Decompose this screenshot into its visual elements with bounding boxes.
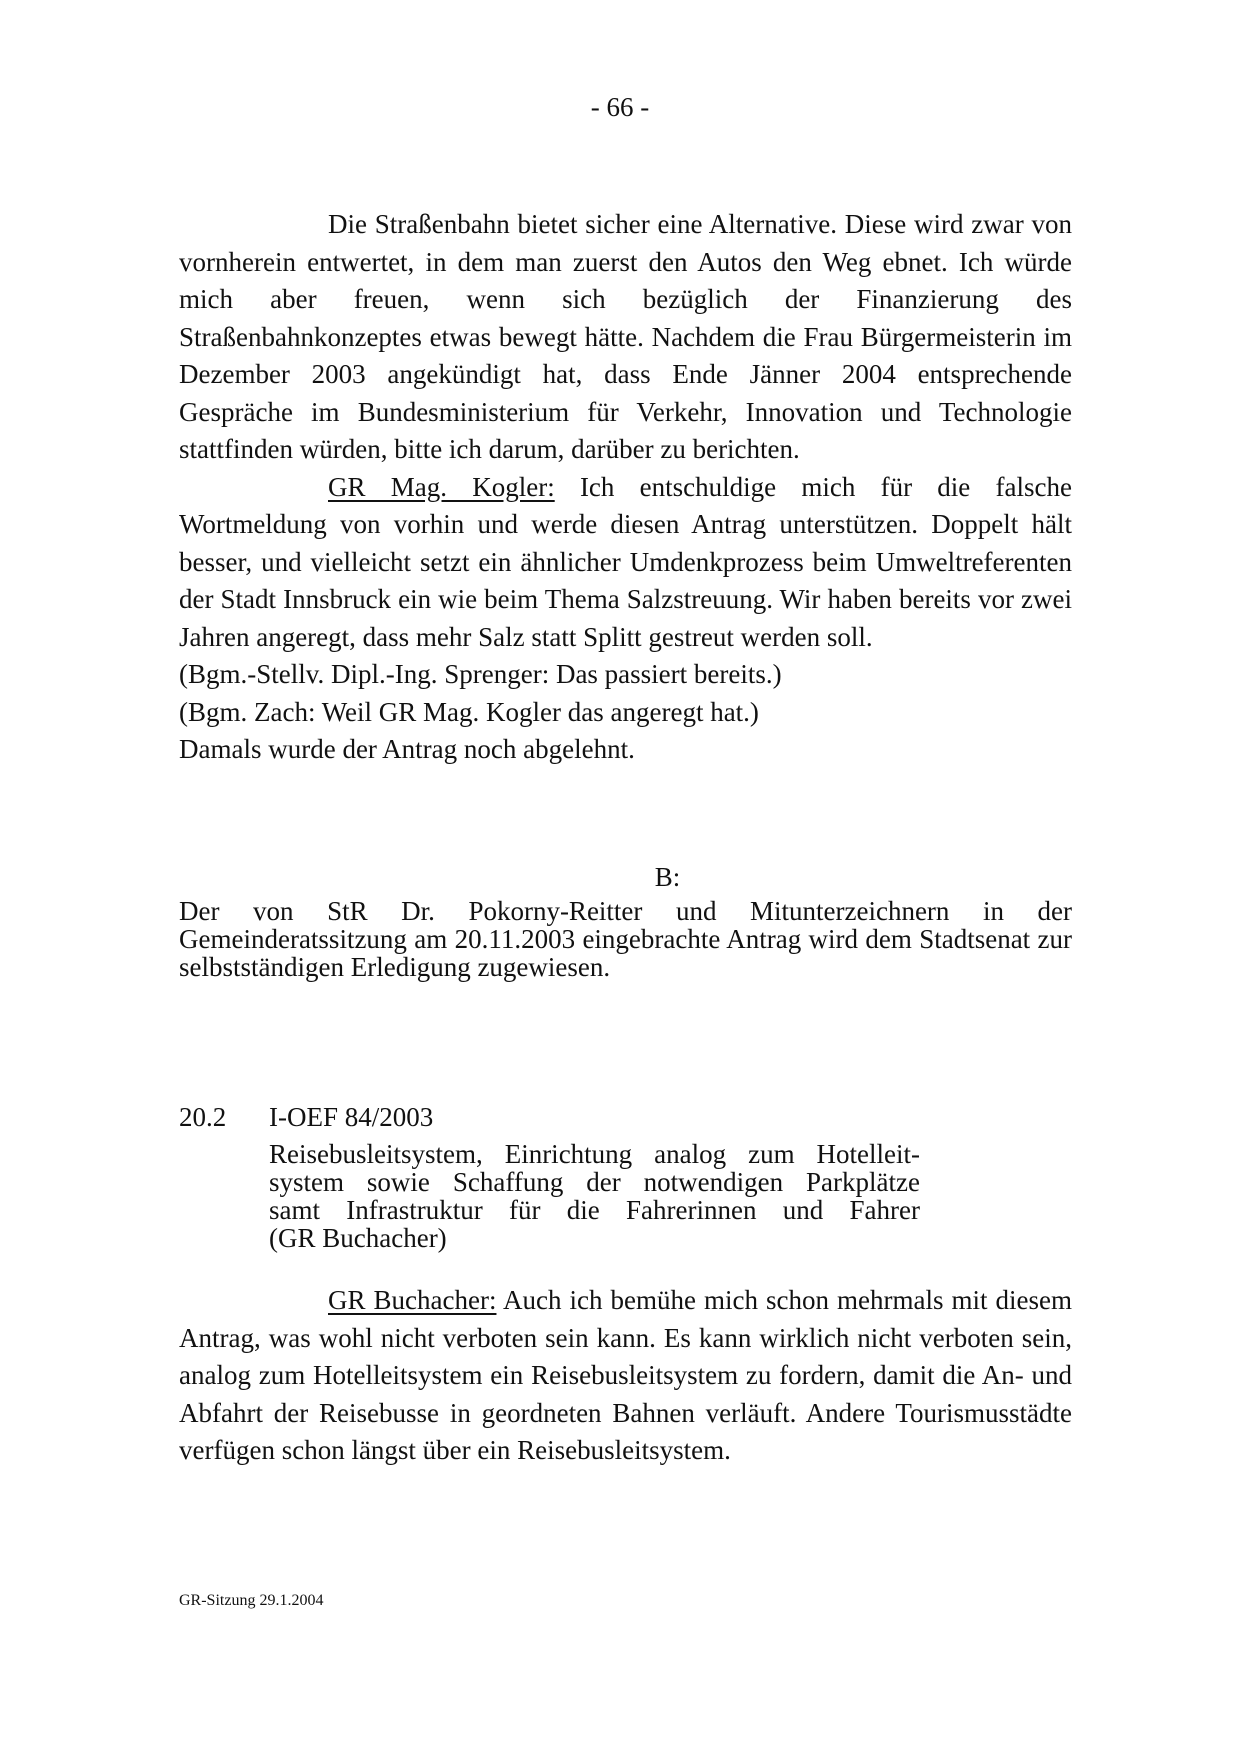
item-title-line: system sowie Schaffung der notwendigen Parkplätze <box>269 1167 920 1197</box>
paragraph-strassenbahn: Die Straßenbahn bietet sicher eine Alternative. Diese wird zwar von vornherein entwertet, in dem man zuerst den Autos den Weg ebnet. Ich würde mich aber freuen, wenn sich bezüglich der Finanzierung des Straßenbahnkonzeptes etwas bewegt hätte. Nachdem die Frau Bürgermeisterin im Dezember 2003 angekündigt hat, dass Ende Jänner 2004 entsprechende Gespräche im Bundesministerium für Verkehr, Innovation und Technologie stattfinden würden, bitte ich darum, darüber zu berichten. <box>179 209 1072 464</box>
item-title-line: (GR Buchacher) <box>269 1223 447 1253</box>
page-number: - 66 - <box>590 92 650 122</box>
speaker-kogler: GR Mag. Kogler: <box>328 471 555 502</box>
section-b-text <box>179 897 1072 981</box>
transcript-block-2 <box>179 1282 1072 1470</box>
section-b-label: B: <box>654 862 681 892</box>
section-b-paragraph: Der von StR Dr. Pokorny-Reitter und Mitunterzeichnern in der Gemeinderatssitzung am 20.11.2003 eingebrachte Antrag wird dem Stadtsenat zur selbstständigen Erledigung zugewiesen. <box>179 896 1072 982</box>
speech-buchacher: Auch ich bemühe mich schon mehrmals mit diesem Antrag, was wohl nicht verboten sein kann. Es kann wirklich nicht verboten sein, analog zum Hotelleitsystem ein Reisebusleitsystem zu fordern, damit die An- und Abfahrt der Reisebusse in geordneten Bahnen verläuft. Andere Tourismusstädte verfügen schon längst über ein Reisebusleitsystem. <box>179 1285 1072 1465</box>
item-code: I-OEF 84/2003 <box>269 1102 434 1132</box>
interjection-sprenger: (Bgm.-Stellv. Dipl.-Ing. Sprenger: Das passiert bereits.) <box>179 659 782 689</box>
interjection-zach: (Bgm. Zach: Weil GR Mag. Kogler das angeregt hat.) <box>179 696 759 727</box>
item-title <box>269 1140 920 1252</box>
transcript-block-1 <box>179 206 1072 769</box>
paragraph-kogler <box>179 469 1072 657</box>
item-number: 20.2 <box>179 1102 227 1132</box>
paragraph-buchacher <box>179 1282 1072 1470</box>
item-title-line: samt Infrastruktur für die Fahrerinnen und Fahrer <box>269 1195 920 1225</box>
item-title-line: Reisebusleitsystem, Einrichtung analog zum Hotelleit- <box>269 1139 920 1169</box>
closing-line: Damals wurde der Antrag noch abgelehnt. <box>179 734 635 764</box>
speaker-buchacher: GR Buchacher: <box>328 1285 497 1315</box>
footer-session-date: GR-Sitzung 29.1.2004 <box>179 1592 324 1609</box>
speech-kogler: Ich entschuldige mich für die falsche Wortmeldung von vorhin und werde diesen Antrag unterstützen. Doppelt hält besser, und vielleicht setzt ein ähnlicher Umdenkprozess beim Umweltreferenten der Stadt Innsbruck ein wie beim Thema Salzstreuung. Wir haben bereits vor zwei Jahren angeregt, dass mehr Salz statt Splitt gestreut werden soll. <box>179 471 1072 652</box>
